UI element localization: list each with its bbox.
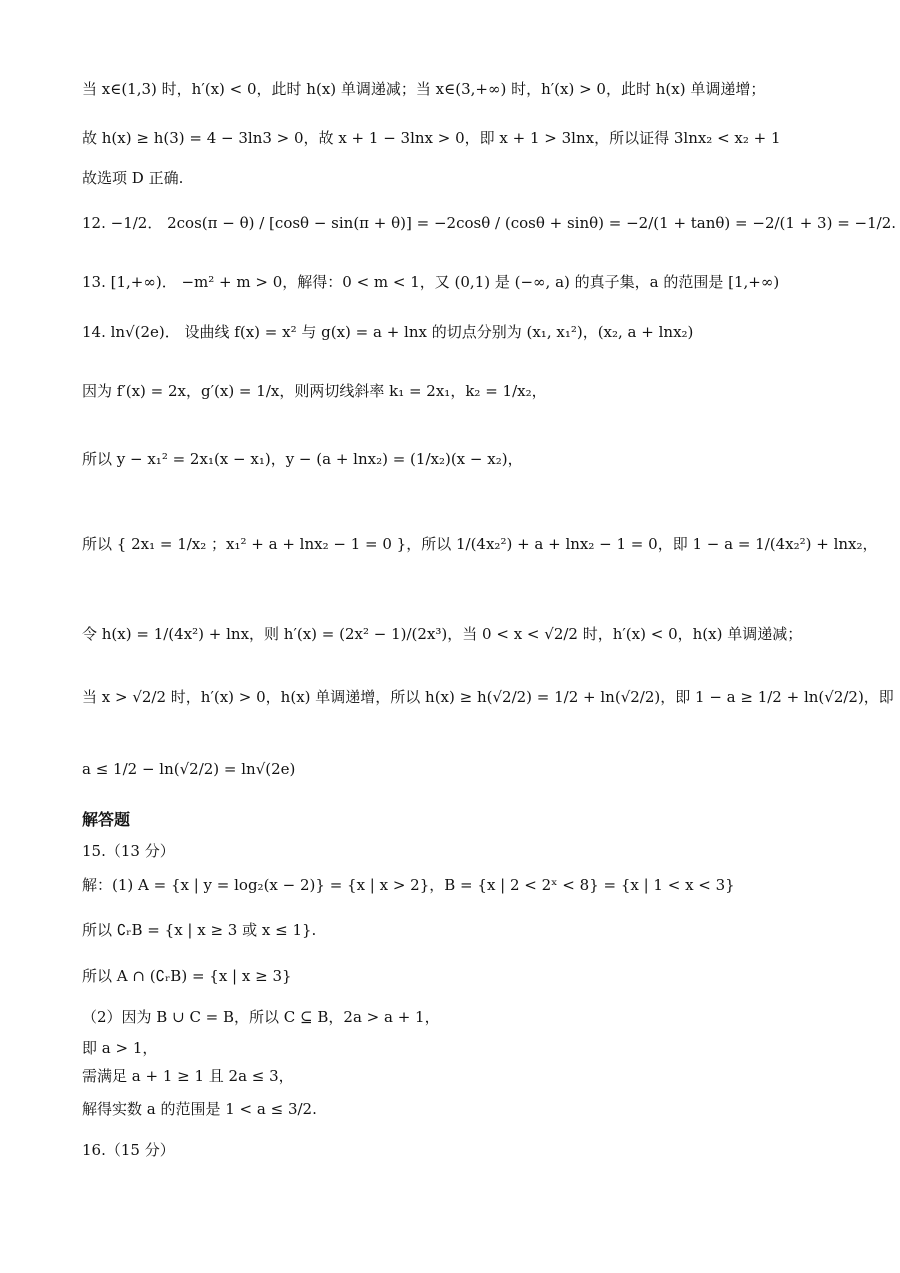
text-line-1: 当 x∈(1,3) 时，h′(x) < 0，此时 h(x) 单调递减；当 x∈(3,+∞) 时，h′(x) > 0，此时 h(x) 单调递增；: [82, 80, 766, 98]
text-line-12: a ≤ 1/2 − ln(√2/2) = ln√(2e): [82, 760, 296, 778]
equation-system: 所以 { 2x₁ = 1/x₂ ；x₁² + a + lnx₂ − 1 = 0 }，所以 1/(4x₂²) + a + lnx₂ − 1 = 0，即 1 − a = 1/(4x₂²) + lnx₂，: [82, 535, 878, 553]
text-line-7: 因为 f′(x) = 2x，g′(x) = 1/x，则两切线斜率 k₁ = 2x₁，k₂ = 1/x₂，: [82, 382, 547, 400]
answer-14: 14. ln√(2e)． 设曲线 f(x) = x² 与 g(x) = a + lnx 的切点分别为 (x₁, x₁²)，(x₂, a + lnx₂): [82, 323, 694, 341]
text-line-18: （2）因为 B ∪ C = B，所以 C ⊆ B，2a > a + 1，: [82, 1008, 440, 1026]
text-line-16: 所以 ∁ᵣB = {x | x ≥ 3 或 x ≤ 1}.: [82, 921, 317, 939]
text-line-20: 需满足 a + 1 ≥ 1 且 2a ≤ 3，: [82, 1067, 294, 1085]
question-15-title: 15.（13 分）: [82, 842, 175, 860]
text-line-3: 故选项 D 正确.: [82, 169, 184, 187]
text-line-10: 令 h(x) = 1/(4x²) + lnx，则 h′(x) = (2x² − 1)/(2x³)，当 0 < x < √2/2 时，h′(x) < 0，h(x) 单调递减；: [82, 625, 803, 643]
text-line-17: 所以 A ∩ (∁ᵣB) = {x | x ≥ 3}: [82, 967, 292, 985]
question-16-title: 16.（15 分）: [82, 1141, 175, 1159]
text-line-11: 当 x > √2/2 时，h′(x) > 0，h(x) 单调递增，所以 h(x) ≥ h(√2/2) = 1/2 + ln(√2/2)，即 1 − a ≥ 1/2 + ln(√2/2)，即: [82, 688, 894, 706]
text-line-21: 解得实数 a 的范围是 1 < a ≤ 3/2.: [82, 1100, 317, 1118]
text-line-19: 即 a > 1，: [82, 1039, 158, 1057]
text-line-8: 所以 y − x₁² = 2x₁(x − x₁)，y − (a + lnx₂) = (1/x₂)(x − x₂)，: [82, 450, 523, 468]
text-line-15: 解：(1) A = {x | y = log₂(x − 2)} = {x | x > 2}，B = {x | 2 < 2ˣ < 8} = {x | 1 < x < 3}: [82, 876, 735, 894]
text-line-2: 故 h(x) ≥ h(3) = 4 − 3ln3 > 0，故 x + 1 − 3lnx > 0，即 x + 1 > 3lnx，所以证得 3lnx₂ < x₂ + 1: [82, 129, 781, 147]
section-heading: 解答题: [82, 810, 131, 829]
answer-12: 12. −1/2． 2cos(π − θ) / [cosθ − sin(π + θ)] = −2cosθ / (cosθ + sinθ) = −2/(1 + tanθ) = −2/(1 + 3) = −1/2.: [82, 214, 897, 232]
answer-13: 13. [1,+∞)． −m² + m > 0，解得：0 < m < 1，又 (0,1) 是 (−∞, a) 的真子集，a 的范围是 [1,+∞): [82, 273, 780, 291]
